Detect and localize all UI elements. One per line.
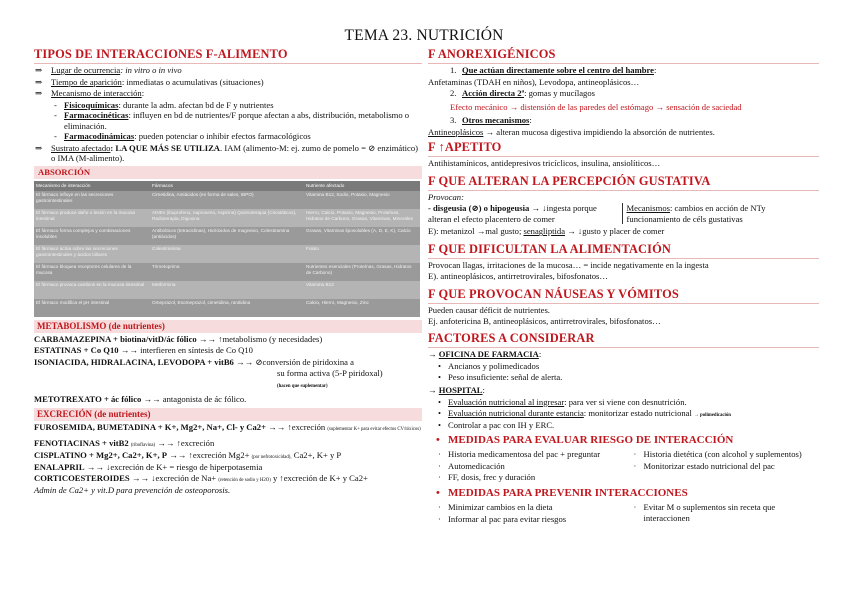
nau-line-1: Pueden causar déficit de nutrientes. <box>428 304 550 315</box>
heading-nauseas: F QUE PROVOCAN NÁUSEAS Y VÓMITOS <box>428 286 819 304</box>
heading-excrecion: EXCRECIÓN (de nutrientes) <box>34 408 422 421</box>
list-item: · FF, dosis, frec y duración <box>438 472 536 483</box>
table-row: El fármaco produce daño o lesión en la mucosa intestinal AINEs (ibuprofeno, naproxeno, Aspirina) Quimioterapia (Citostáticos), Radioterapia, Digoxina Hierro, Calcio, Potasio, Magnesio, Proteínas, Hidratos de Carbono, Grasas, Vitaminas, Minerales <box>34 209 420 227</box>
medidas-riesgo-col-1 <box>428 448 624 483</box>
tipos-item-mecanismo: ⇒ Mecanismo de interacción: <box>35 88 145 99</box>
page-title: TEMA 23. NUTRICIÓN <box>344 27 504 44</box>
medidas-riesgo-grid <box>428 448 819 483</box>
double-arrow-icon: ⇒ <box>35 76 43 87</box>
heading-tipos-interacciones: TIPOS DE INTERACCIONES F-ALIMENTO <box>34 46 422 64</box>
tipos-item-sustrato: ⇒ Sustrato afectado: LA QUE MÁS SE UTILIZA. IAM (alimento-M: ej. zumo de pomelo = ⊘ enzimático) o IMA (M-alimento). <box>35 142 418 163</box>
list-item: · Automedicación <box>438 460 505 471</box>
excrecion-item-cisplatino: CISPLATINO + Mg2+, Ca2+, K+, P →→ ↑excreción Mg2+ (por nefrotoxicidad), Ca2+, K+ y P <box>34 449 342 460</box>
heading-medidas-prevenir: • MEDIDAS PARA PREVENIR INTERACCIONES <box>436 486 688 499</box>
anorex-item-2: 2. Acción directa 2ª: gomas y mucílagos <box>450 88 595 99</box>
medidas-prevenir-col-2 <box>624 501 820 525</box>
metabolismo-item-carbamazepina: CARBAMAZEPINA + biotina/vitD/ác fólico →→ ↑metabolismo (y necesidades) <box>34 333 323 344</box>
double-arrow-icon: ⇒ <box>35 142 43 153</box>
bullet-icon: • <box>438 396 442 407</box>
fact-hospital-item: • Evaluación nutricional al ingresar: para ver si viene con desnutrición. <box>438 396 687 407</box>
arrow-icon: → <box>428 385 439 396</box>
gust-row <box>428 203 819 224</box>
bullet-icon: • <box>438 360 442 371</box>
dif-line-1: Provocan llagas, irritaciones de la mucosa… = incide negativamente en la ingesta <box>428 259 709 270</box>
mecanismo-farmacodinamicas: - Farmacodinámicas: pueden potenciar o inhibir efectos farmacológicos <box>54 131 311 142</box>
fact-oficina: → OFICINA DE FARMACIA: <box>428 349 542 360</box>
medidas-prevenir-col-1 <box>428 501 624 525</box>
metabolismo-item-isoniacida-cont: su forma activa (5-P piridoxal) (hacen que suplementar) <box>277 368 383 389</box>
table-row: El fármaco actúa sobre las secreciones gastrointestinales y ácidos biliares Colestiramina Folato <box>34 245 420 263</box>
bullet-icon: • <box>438 408 442 419</box>
metabolismo-item-estatinas: ESTATINAS + Co Q10 →→ interfieren en síntesis de Co Q10 <box>34 345 253 356</box>
list-item: · Minimizar cambios en la dieta <box>438 502 553 513</box>
excrecion-item-corticoesteroides: CORTICOESTEROIDES →→ ↓excreción de Na+ (retención de sodio y H2O) y ↑excreción de K+ y Ca2+ <box>34 473 368 484</box>
heading-factores: FACTORES A CONSIDERAR <box>428 330 819 348</box>
heading-apetito: F ↑APETITO <box>428 139 819 157</box>
bullet-icon: • <box>436 433 440 446</box>
bullet-icon: • <box>436 486 440 499</box>
gust-effect: - disgeusia (⊘) o hipogeusia → ↓ingesta porque alteran el efecto placentero de comer <box>428 203 597 224</box>
heading-anorexigenicos: F ANOREXIGÉNICOS <box>428 46 819 64</box>
left-column <box>34 46 422 497</box>
fact-hospital-item: • Controlar a pac con IH y ERC. <box>438 420 555 431</box>
table-header: Mecanismo de interacción <box>34 181 150 191</box>
fact-oficina-item: • Ancianos y polimedicados <box>438 360 540 371</box>
heading-medidas-riesgo: • MEDIDAS PARA EVALUAR RIESGO DE INTERACCIÓN <box>436 433 734 446</box>
anorex-item-2-effect: Efecto mecánico → distensión de las paredes del estómago → sensación de saciedad <box>450 101 742 112</box>
dif-line-2: E). antineoplásicos, antirretrovirales, bifosfonatos… <box>428 271 608 282</box>
heading-dificultan: F QUE DIFICULTAN LA ALIMENTACIÓN <box>428 241 819 259</box>
bullet-icon: • <box>438 371 442 382</box>
metabolismo-item-metotrexato: METOTREXATO + ác fólico →→ antagonista de ác fólico. <box>34 393 247 404</box>
fact-hospital-item: • Evaluación nutricional durante estancia: monitorizar estado nutricional → polimedicación <box>438 408 731 419</box>
table-header: Nutriente afectado <box>304 181 420 191</box>
tipos-item-lugar: ⇒ Lugar de ocurrencia: in vitro o in vivo <box>35 65 182 76</box>
double-arrow-icon: ⇒ <box>35 65 43 76</box>
heading-absorcion: ABSORCIÓN <box>34 166 422 178</box>
list-item: · Evitar M o suplementos sin receta que interaccionen <box>633 502 776 523</box>
mecanismo-fisicoquimicas: - Fisicoquímicas: durante la adm. afectan bd de F y nutrientes <box>54 99 274 110</box>
table-row: El fármaco bloquea receptores celulares de la mucosa Trimetoprima Nutrientes esenciales (Proteínas, Grasas, Hidratos de Carbono) <box>34 263 420 281</box>
apetito-list: Antihistamínicos, antidepresivos tricíclicos, insulina, ansiolíticos… <box>428 158 661 169</box>
anorex-item-1-list: Anfetaminas (TDAH en niños), Levodopa, antineoplásicos… <box>428 76 640 87</box>
fact-oficina-item: • Peso insuficiente: señal de alerta. <box>438 371 563 382</box>
list-item: · Historia medicamentosa del pac + preguntar <box>438 449 601 460</box>
arrow-icon: → <box>428 349 439 360</box>
heading-metabolismo: METABOLISMO (de nutrientes) <box>34 320 422 333</box>
list-item: · Monitorizar estado nutricional del pac <box>633 460 775 471</box>
table-header: Fármacos <box>150 181 304 191</box>
metabolismo-item-isoniacida: ISONIACIDA, HIDRALACINA, LEVODOPA + vitB6 →→ ⊘conversión de piridoxina a <box>34 356 354 367</box>
table-row: El fármaco provoca cambios en la mucosa intestinal Metformina Vitamina B12 <box>34 281 420 299</box>
mecanismo-farmacocineticas: - Farmacocinéticas: influyen en bd de nutrientes/F porque afectan a abs, distribución, metabolismo o eliminación. <box>54 110 410 131</box>
gust-ejemplos: E): metanizol →mal gusto; senagliptida → ↓gusto y placer de comer <box>428 226 665 237</box>
excrecion-item-furosemida: FUROSEMIDA, BUMETADINA + K+, Mg2+, Na+, Cl- y Ca2+ →→ ↑excreción (suplementar K+ para evitar efectos CV/tóxicos) <box>34 422 421 433</box>
list-item: · Informar al pac para evitar riesgos <box>438 513 567 524</box>
tipos-item-tiempo: ⇒ Tiempo de aparición: inmediatas o acumulativas (situaciones) <box>35 76 264 87</box>
medidas-prevenir-grid <box>428 501 819 525</box>
table-row: El fármaco forma complejos y combinaciones insolubles Antibióticos (tetraciclinas), Hidróxidos de magnesio, Colestiramina (antiácidos) Grasas, Vitaminas liposolubles (A, D, E, K), Calcio <box>34 227 420 245</box>
gust-provocan: Provocan: <box>428 191 464 202</box>
double-arrow-icon: ⇒ <box>35 88 43 99</box>
excrecion-note: Admin de Ca2+ y vit.D para prevención de osteoporosis. <box>34 485 231 496</box>
anorex-item-1: 1. Que actúan directamente sobre el centro del hambre: <box>450 65 657 76</box>
fact-hospital: → HOSPITAL: <box>428 385 485 396</box>
anorex-item-3: 3. Otros mecanismos: <box>450 115 532 126</box>
nau-line-2: Ej. anfotericina B, antineoplásicos, antirretrovirales, bifosfonatos… <box>428 316 661 327</box>
medidas-riesgo-col-2 <box>624 448 820 483</box>
list-item: · Historia dietética (con alcohol y suplementos) <box>633 449 802 460</box>
table-row: El fármaco influye en las secreciones gastrointestinales Cimetidina, Antiácidos (en forma de sales, IBPO) Vitamina B12, Sodio, Potasio, Magnesio <box>34 191 420 209</box>
right-column <box>428 46 819 525</box>
table-row: El fármaco modifica el pH intestinal Omeprazol, Esomeprazol, cimetidina, ranitidina Calcio, Hierro, Magnesio, Zinc <box>34 299 420 317</box>
anorex-item-3-list: Antineoplásicos → alteran mucosa digestiva impidiendo la absorción de nutrientes. <box>428 126 715 137</box>
heading-gustativa: F QUE ALTERAN LA PERCEPCIÓN GUSTATIVA <box>428 173 819 191</box>
absorcion-table <box>34 181 420 317</box>
excrecion-item-enalapril: ENALAPRIL →→ ↓excreción de K+ = riesgo de hiperpotasemia <box>34 461 263 472</box>
excrecion-item-fenotiacinas: FENOTIACINAS + vitB2 (riboflavina) →→ ↑excreción <box>34 438 215 449</box>
bullet-icon: • <box>438 420 442 431</box>
gust-mecanismos: Mecanismos: cambios en acción de NTy funcionamiento de céls gustativas <box>622 203 819 224</box>
